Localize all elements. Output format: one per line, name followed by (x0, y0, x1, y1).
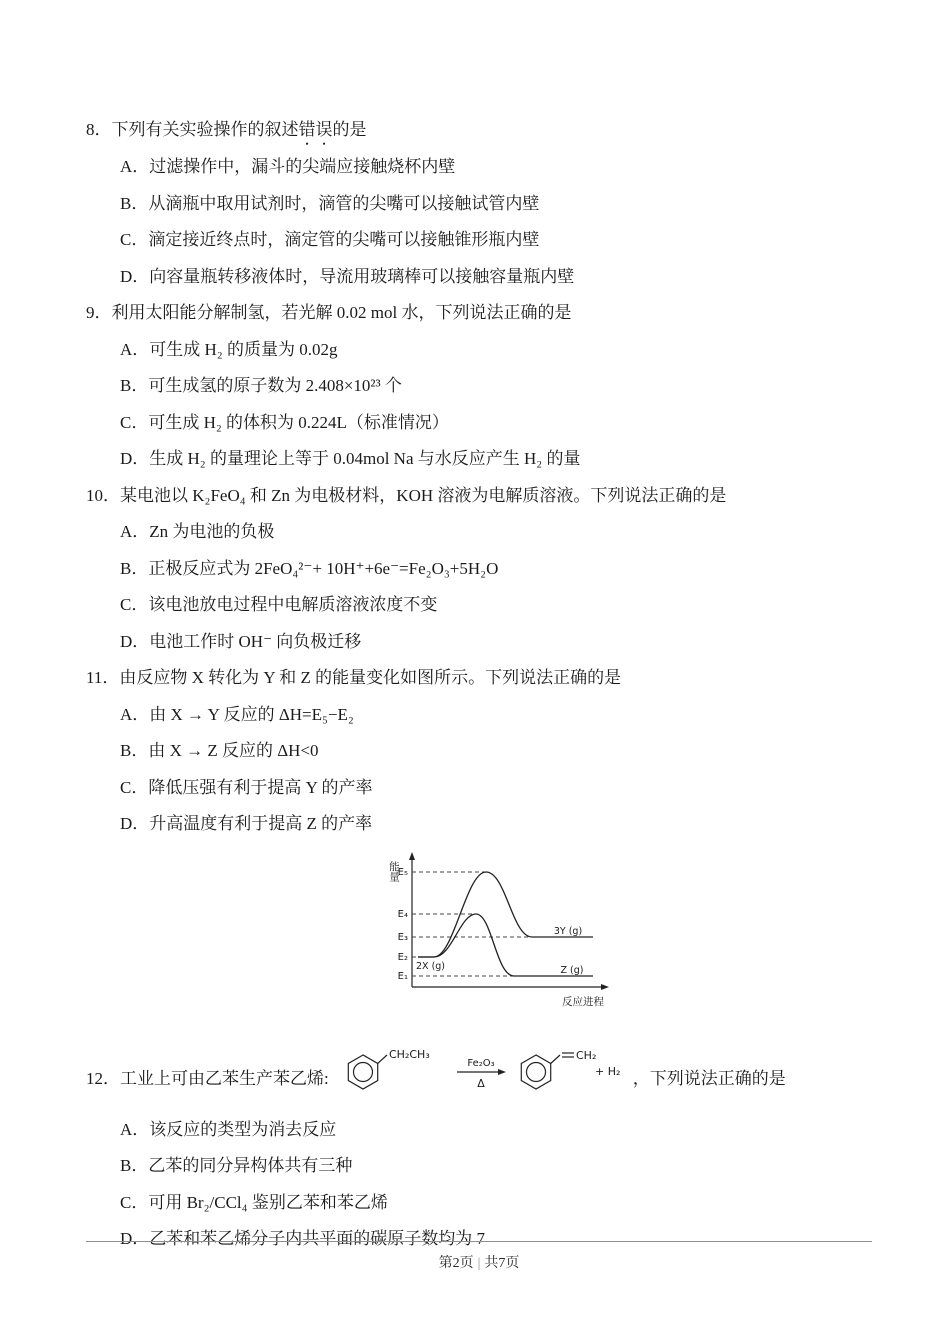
question-10-option-a: A．Zn 为电池的负极 (120, 522, 275, 541)
byproduct-h2: + H₂ (594, 1064, 621, 1078)
question-12-options (86, 1112, 872, 1258)
reaction-scheme-svg (331, 1028, 631, 1102)
question-9-stem: 9．利用太阳能分解制氢，若光解 0.02 mol 水，下列说法正确的是 (86, 303, 572, 322)
y-axis-label: 能量 (388, 860, 400, 882)
level-label-e2: E₂ (397, 951, 408, 963)
benzene-ring-1 (348, 1055, 377, 1089)
level-label-e3: E₃ (397, 931, 408, 943)
question-9-option-c: C．可生成 H₂ 的体积为 0.224L（标准情况） (120, 412, 449, 432)
question-12-option-c: C．可用 Br₂/CCl₄ 鉴别乙苯和苯乙烯 (120, 1192, 388, 1212)
bond-ring2-vinyl (550, 1055, 559, 1064)
question-12-stem-pre: 12．工业上可由乙苯生产苯乙烯: (86, 1069, 329, 1088)
question-8-stem (86, 112, 872, 149)
x-axis-label: 反应进程 (562, 995, 604, 1008)
question-12-option-a: A．该反应的类型为消去反应 (120, 1119, 337, 1139)
level-label-e1: E₁ (397, 970, 408, 982)
x-axis-arrow (601, 984, 609, 990)
bond-ring1-sub (377, 1055, 386, 1064)
state-label-z: Z (g) (560, 964, 584, 976)
energy-diagram-svg (378, 847, 618, 1015)
question-11-option-b: B．由 X → Z 反应的 ΔH<0 (120, 741, 319, 760)
question-8-option-d: D．向容量瓶转移液体时，导流用玻璃棒可以接触容量瓶内壁 (120, 266, 575, 286)
question-8-stem-post: 的是 (332, 120, 367, 139)
footer-separator: | (477, 1256, 481, 1271)
substituent-vinyl-ch2: CH₂ (575, 1048, 597, 1062)
benzene-ring-1-circle (353, 1062, 372, 1081)
reaction-arrow-head (498, 1069, 506, 1075)
page-footer (86, 1252, 872, 1272)
question-12-stem-post: ，下列说法正确的是 (632, 1069, 786, 1088)
question-10 (86, 478, 872, 661)
question-11 (86, 660, 872, 1020)
condition-catalyst: Fe₂O₃ (467, 1057, 495, 1069)
question-9-option-d: D．生成 H₂ 的量理论上等于 0.04mol Na 与水反应产生 H₂ 的量 (120, 449, 581, 468)
substituent-ethyl: CH₂CH₃ (388, 1047, 430, 1061)
question-11-option-a: A．由 X → Y 反应的 ΔH=E₅−E₂ (120, 704, 354, 724)
energy-diagram (378, 847, 618, 1020)
question-10-option-c: C．该电池放电过程中电解质溶液浓度不变 (120, 595, 438, 614)
question-8-option-b: B．从滴瓶中取用试剂时，滴管的尖嘴可以接触试管内壁 (120, 193, 540, 213)
curve-x-to-3y (418, 872, 593, 957)
level-label-e5: E₅ (397, 866, 408, 878)
question-10-option-d: D．电池工作时 OH⁻ 向负极迁移 (120, 631, 362, 651)
question-8-stem-pre: 8．下列有关实验操作的叙述 (86, 120, 299, 139)
question-10-stem: 10．某电池以 K₂FeO₄ 和 Zn 为电极材料，KOH 溶液为电解质溶液。下列说法正确的是 (86, 485, 727, 505)
question-9-option-b: B．可生成氢的原子数为 2.408×10²³ 个 (120, 376, 402, 395)
question-9 (86, 295, 872, 478)
question-12-option-b: B．乙苯的同分异构体共有三种 (120, 1156, 353, 1175)
benzene-ring-2 (521, 1055, 550, 1089)
state-label-2x: 2X (g) (416, 960, 446, 972)
question-12 (86, 1028, 872, 1258)
question-11-stem: 11．由反应物 X 转化为 Y 和 Z 的能量变化如图所示。下列说法正确的是 (86, 668, 622, 687)
question-8-option-c: C．滴定接近终点时，滴定管的尖嘴可以接触锥形瓶内壁 (120, 230, 540, 249)
question-12-stem (86, 1028, 872, 1102)
benzene-ring-2-circle (526, 1062, 545, 1081)
question-12-option-d: D．乙苯和苯乙烯分子内共平面的碳原子数均为 7 (120, 1229, 486, 1248)
state-label-3y: 3Y (g) (553, 925, 583, 937)
footer-divider-line (86, 1241, 872, 1242)
question-11-option-c: C．降低压强有利于提高 Y 的产率 (120, 777, 373, 797)
level-label-e4: E₄ (397, 908, 408, 920)
question-8-stem-emphasis: 错误 (298, 120, 333, 139)
y-axis-arrow (409, 852, 415, 860)
question-8 (86, 112, 872, 295)
condition-heat: Δ (476, 1076, 485, 1090)
footer-page-total: 共7页 (484, 1256, 520, 1271)
question-10-option-b: B．正极反应式为 2FeO₄²⁻+ 10H⁺+6e⁻=Fe₂O₃+5H₂O (120, 558, 499, 578)
question-9-option-a: A．可生成 H₂ 的质量为 0.02g (120, 339, 338, 359)
question-8-option-a: A．过滤操作中，漏斗的尖端应接触烧杯内壁 (120, 157, 456, 176)
footer-page-number: 第2页 (438, 1256, 474, 1271)
question-11-option-d: D．升高温度有利于提高 Z 的产率 (120, 814, 373, 833)
